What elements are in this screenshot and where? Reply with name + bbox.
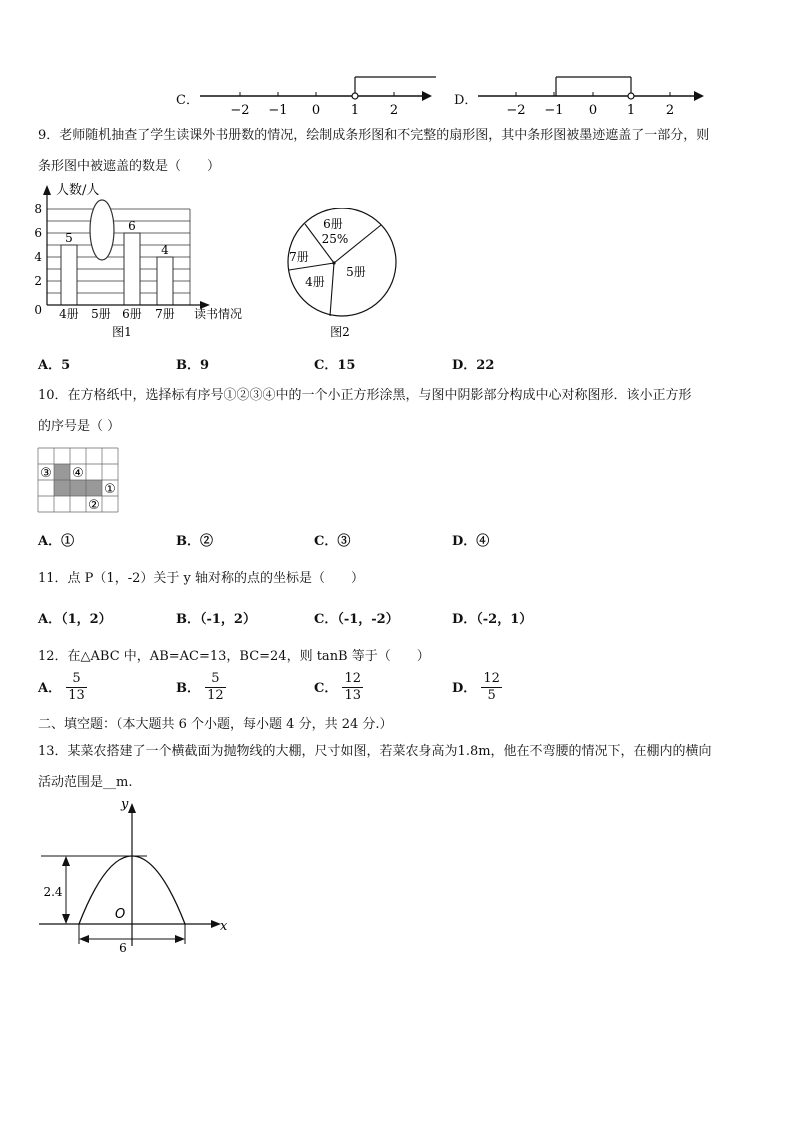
pie-label: 5册 (346, 265, 366, 279)
bar-value-label: 6 (128, 219, 136, 233)
y-tick: 4 (34, 250, 42, 264)
q12-stem: 12．在△ABC 中，AB=AC=13，BC=24，则 tanB 等于（ ） (38, 649, 430, 664)
q8-number-line-d (474, 70, 709, 118)
q11-option-b[interactable]: B．（-1，2） (176, 612, 256, 627)
q11-option-d[interactable]: D．（-2，1） (452, 612, 533, 627)
y-tick: 8 (34, 202, 42, 216)
y-tick: 0 (34, 303, 42, 317)
q10-option-b[interactable]: B．② (176, 534, 213, 549)
x-axis-label: 读书情况 (194, 307, 243, 321)
tick-label: −1 (544, 103, 564, 118)
option-label: B． (176, 681, 200, 696)
q8-number-line-c (196, 70, 441, 118)
bar-4ce (61, 245, 77, 305)
q13-stem-line1: 13．某菜农搭建了一个横截面为抛物线的大棚，尺寸如图，若菜农身高为1.8m，他在不弯腰的情况下，在棚内的横向 (38, 744, 712, 759)
grid-label-3: ③ (40, 466, 52, 481)
q10-option-d[interactable]: D．④ (452, 534, 490, 549)
height-dimension-label: 2.4 (43, 885, 63, 899)
pie-label: 4册 (305, 275, 325, 289)
x-tick: 5册 (91, 307, 111, 321)
bar-value-label: 5 (65, 231, 73, 245)
x-tick: 6册 (122, 307, 142, 321)
q9-option-c[interactable]: C．15 (314, 358, 356, 373)
bar-6ce (124, 233, 140, 305)
q8-option-d-label[interactable]: D． (454, 93, 478, 108)
figure-caption: 图2 (330, 325, 350, 339)
q12-option-c[interactable] (314, 671, 363, 704)
q10-grid-figure (37, 447, 119, 515)
q12-option-d[interactable] (452, 671, 502, 704)
bar-7ce (157, 257, 173, 305)
section-heading: 二、填空题：（本大题共 6 个小题，每小题 4 分，共 24 分.） (38, 717, 393, 732)
q13-parabola-figure (35, 796, 235, 956)
tick-label: 1 (626, 103, 636, 118)
origin-label: O (115, 907, 126, 922)
tick-label: 0 (311, 103, 321, 118)
tick-label: −2 (230, 103, 250, 118)
grid-label-2: ② (88, 498, 100, 513)
grid-label-1: ① (104, 482, 116, 497)
option-label: D． (452, 681, 477, 696)
tick-label: 0 (588, 103, 598, 118)
y-tick: 2 (34, 274, 42, 288)
fraction: $\frac{5}{13}$ (68, 671, 85, 703)
q12-option-a[interactable] (38, 671, 87, 704)
q11-stem: 11．点 P（1，-2）关于 y 轴对称的点的坐标是（ ） (38, 571, 364, 586)
q9-stem-line1: 9．老师随机抽查了学生读课外书册数的情况，绘制成条形图和不完整的扇形图，其中条形图被墨迹遮盖了一部分，则 (38, 128, 710, 143)
grid-label-4: ④ (72, 466, 84, 481)
x-tick: 4册 (59, 307, 79, 321)
fraction: $\frac{12}{5}$ (483, 671, 500, 703)
y-axis-label: 人数/人 (56, 183, 100, 198)
fraction: $\frac{12}{13}$ (344, 671, 361, 703)
q10-stem-line2: 的序号是（ ） (38, 419, 121, 434)
width-dimension-label: 6 (119, 941, 127, 955)
q10-option-a[interactable]: A．① (38, 534, 75, 549)
q10-option-c[interactable]: C．③ (314, 534, 351, 549)
tick-label: −1 (268, 103, 288, 118)
bar-value-label: 4 (161, 243, 169, 257)
q8-option-c-label[interactable]: C． (176, 93, 199, 108)
y-tick: 6 (34, 226, 42, 240)
q9-option-d[interactable]: D．22 (452, 358, 495, 373)
q9-bar-chart (30, 182, 260, 342)
option-label: C． (314, 681, 338, 696)
ink-blot (90, 200, 114, 260)
fraction: $\frac{5}{12}$ (207, 671, 224, 703)
q10-stem-line1: 10．在方格纸中，选择标有序号①②③④中的一个小正方形涂黑，与图中阴影部分构成中心对称图形．该小正方形 (38, 388, 692, 403)
q11-option-a[interactable]: A．（1，2） (38, 612, 112, 627)
tick-label: 2 (389, 103, 399, 118)
x-tick: 7册 (155, 307, 175, 321)
x-axis-label: x (220, 919, 228, 934)
tick-label: 2 (665, 103, 675, 118)
q9-option-b[interactable]: B．9 (176, 358, 210, 373)
q9-stem-line2: 条形图中被遮盖的数是（ ） (38, 159, 221, 174)
pie-label: 7册 (289, 250, 309, 264)
q12-option-b[interactable] (176, 671, 226, 704)
pie-label: 25% (321, 232, 349, 246)
option-label: A． (38, 681, 62, 696)
tick-label: −2 (506, 103, 526, 118)
figure-caption: 图1 (112, 325, 132, 339)
q13-stem-line2: 活动范围是__m. (38, 775, 133, 790)
q11-option-c[interactable]: C．（-1，-2） (314, 612, 399, 627)
pie-label: 6册 (323, 217, 343, 231)
y-axis-label: y (121, 797, 129, 812)
q9-pie-chart (278, 208, 408, 344)
tick-label: 1 (350, 103, 360, 118)
q9-option-a[interactable]: A．5 (38, 358, 71, 373)
